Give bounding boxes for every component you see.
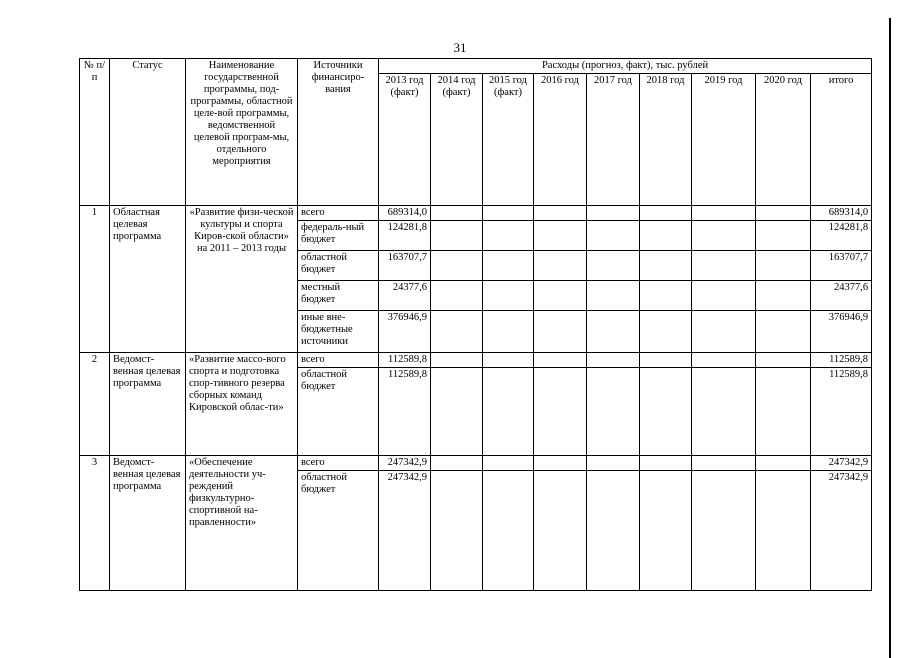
value-2013: 376946,9 [379,311,431,353]
header-year-2017: 2017 год [587,74,640,206]
value-2013: 689314,0 [379,206,431,221]
header-num: № п/п [80,59,110,206]
value-total: 247342,9 [811,456,872,471]
program-status: Областная целевая программа [110,206,186,353]
funding-source: местный бюджет [298,281,379,311]
table-row [80,353,872,368]
funding-source: всего [298,353,379,368]
value-2013: 112589,8 [379,368,431,456]
table-row [80,206,872,221]
program-num: 2 [80,353,110,456]
header-name: Наименование государственной программы, под-программы, областной целе-вой программы, ведомственной целевой програм-мы, отдельного мероприятия [186,59,298,206]
program-status: Ведомст-венная целевая программа [110,353,186,456]
value-2013: 247342,9 [379,456,431,471]
program-name: «Развитие физи-ческой культуры и спорта Киров-ской области» на 2011 – 2013 годы [186,206,298,353]
header-total: итого [811,74,872,206]
header-year-2014: 2014 год (факт) [431,74,483,206]
right-border-rule [889,18,891,658]
header-year-2016: 2016 год [534,74,587,206]
value-2013: 247342,9 [379,471,431,591]
value-2013: 24377,6 [379,281,431,311]
program-status: Ведомст-венная целевая программа [110,456,186,591]
value-total: 112589,8 [811,368,872,456]
funding-source: областной бюджет [298,471,379,591]
value-total: 124281,8 [811,221,872,251]
value-total: 689314,0 [811,206,872,221]
funding-source: всего [298,206,379,221]
funding-source: иные вне-бюджетные источники [298,311,379,353]
header-year-2015: 2015 год (факт) [483,74,534,206]
program-name: «Развитие массо-вого спорта и подготовка спор-тивного резерва сборных команд Кировской облас-ти» [186,353,298,456]
program-name: «Обеспечение деятельности уч-реждений физкультурно-спортивной на-правленности» [186,456,298,591]
value-total: 247342,9 [811,471,872,591]
value-total: 376946,9 [811,311,872,353]
value-2013: 112589,8 [379,353,431,368]
header-status: Статус [110,59,186,206]
program-num: 3 [80,456,110,591]
value-total: 163707,7 [811,251,872,281]
funding-source: федераль-ный бюджет [298,221,379,251]
value-2013: 124281,8 [379,221,431,251]
program-num: 1 [80,206,110,353]
header-expenses: Расходы (прогноз, факт), тыс. рублей [379,59,872,74]
budget-table [79,58,872,591]
value-total: 112589,8 [811,353,872,368]
funding-source: всего [298,456,379,471]
value-2013: 163707,7 [379,251,431,281]
header-year-2018: 2018 год [640,74,692,206]
page-number: 31 [453,40,467,55]
header-year-2013: 2013 год (факт) [379,74,431,206]
funding-source: областной бюджет [298,368,379,456]
funding-source: областной бюджет [298,251,379,281]
table-row [80,456,872,471]
value-total: 24377,6 [811,281,872,311]
header-source: Источники финансиро-вания [298,59,379,206]
header-year-2019: 2019 год [692,74,756,206]
header-year-2020: 2020 год [756,74,811,206]
